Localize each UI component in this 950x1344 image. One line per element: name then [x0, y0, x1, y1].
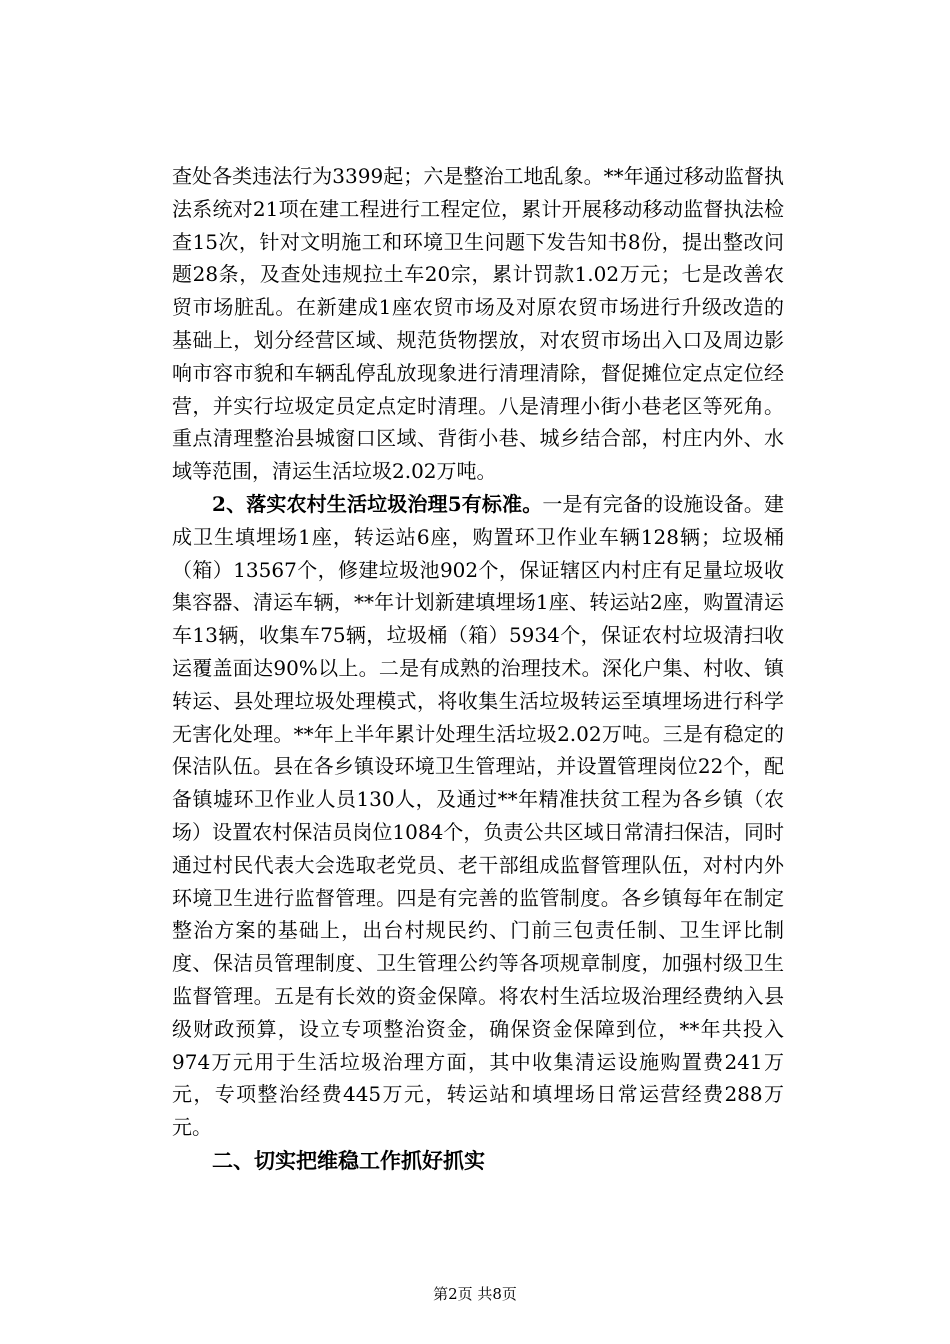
- paragraph-1: 查处各类违法行为3399起；六是整治工地乱象。**年通过移动监督执法系统对21项在建工程进行工程定位，累计开展移动移动监督执法检查15次，针对文明施工和环境卫生问题下发告知书8份，提出整改问题28条，及查处违规拉土车20宗，累计罚款1.02万元；七是改善农贸市场脏乱。在新建成1座农贸市场及对原农贸市场进行升级改造的基础上，划分经营区域、规范货物摆放，对农贸市场出入口及周边影响市容市貌和车辆乱停乱放现象进行清理清除，督促摊位定点定位经营，并实行垃圾定员定点定时清理。八是清理小街小巷老区等死角。重点清理整治县城窗口区域、背街小巷、城乡结合部，村庄内外、水域等范围，清运生活垃圾2.02万吨。: [172, 164, 784, 484]
- paragraph-2-body: 一是有完备的设施设备。建成卫生填埋场1座，转运站6座，购置环卫作业车辆128辆；垃圾桶（箱）13567个，修建垃圾池902个，保证辖区内村庄有足量垃圾收集容器、清运车辆，**年计划新建填埋场1座、转运站2座，购置清运车13辆，收集车75辆，垃圾桶（箱）5934个，保证农村垃圾清扫收运覆盖面达90%以上。二是有成熟的治理技术。深化户集、村收、镇转运、县处理垃圾处理模式，将收集生活垃圾转运至填埋场进行科学无害化处理。**年上半年累计处理生活垃圾2.02万吨。三是有稳定的保洁队伍。县在各乡镇设环境卫生管理站，并设置管理岗位22个，配备镇墟环卫作业人员130人，及通过**年精准扶贫工程为各乡镇（农场）设置农村保洁员岗位1084个，负责公共区域日常清扫保洁，同时通过村民代表大会选取老党员、老干部组成监督管理队伍，对村内外环境卫生进行监督管理。四是有完善的监管制度。各乡镇每年在制定整治方案的基础上，出台村规民约、门前三包责任制、卫生评比制度、保洁员管理制度、卫生管理公约等各项规章制度，加强村级卫生监督管理。五是有长效的资金保障。将农村生活垃圾治理经费纳入县级财政预算，设立专项整治资金，确保资金保障到位，**年共投入974万元用于生活垃圾治理方面，其中收集清运设施购置费241万元，专项整治经费445万元，转运站和填埋场日常运营经费288万元。: [172, 491, 784, 1140]
- document-body: [172, 160, 784, 1178]
- section-heading: 二、切实把维稳工作抓好抓实: [212, 1147, 485, 1173]
- page-footer: 第2页 共8页: [433, 1285, 517, 1303]
- paragraph-2: [172, 488, 784, 1144]
- paragraph-2-heading: 2、落实农村生活垃圾治理5有标准。: [212, 491, 543, 516]
